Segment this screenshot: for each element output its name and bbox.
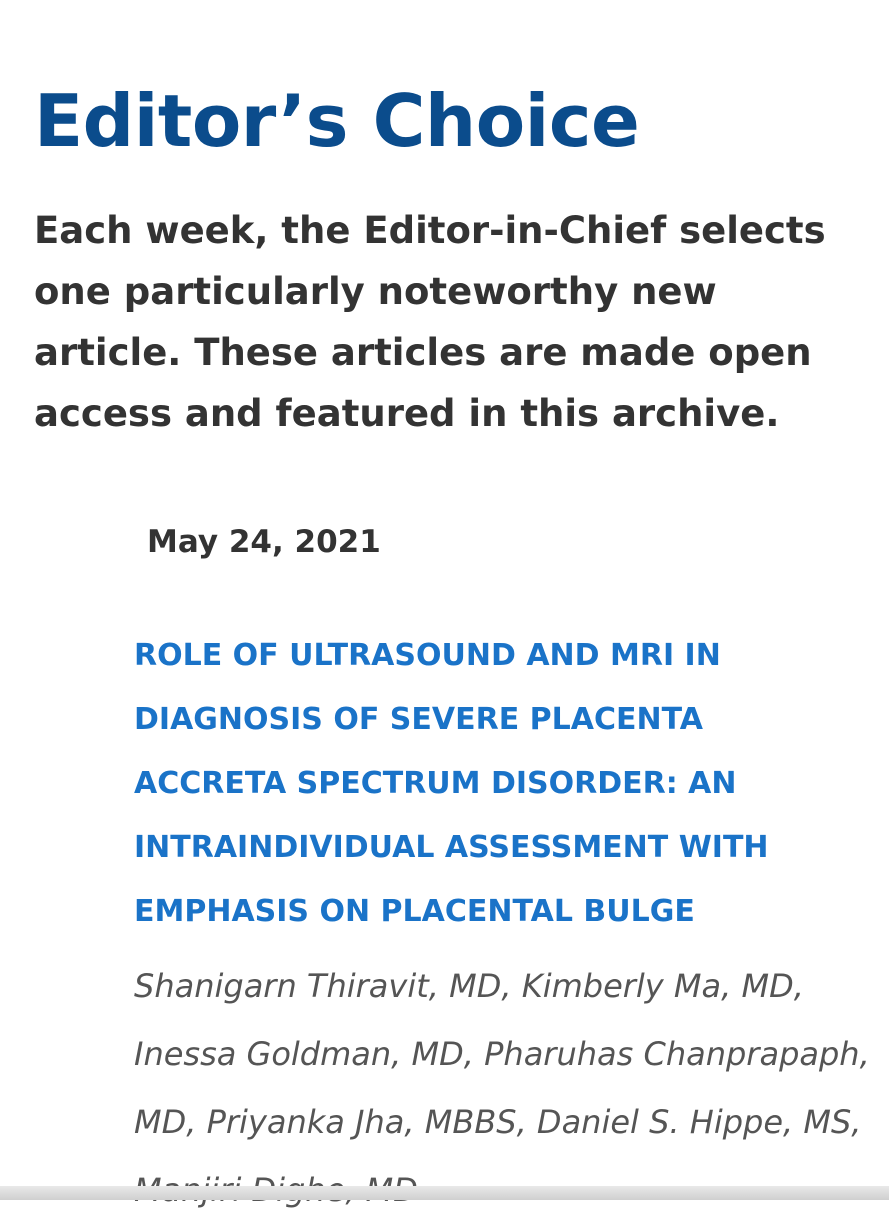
- article-authors: Shanigarn Thiravit, MD, Kimberly Ma, MD, Inessa Goldman, MD, Pharuhas Chanprapaph, MD, Priyanka Jha, MBBS, Daniel S. Hippe, MS,: [134, 967, 870, 1141]
- article-date: May 24, 2021: [147, 524, 381, 560]
- page-title: Editor’s Choice: [34, 79, 640, 163]
- bottom-scroll-edge: [0, 1186, 889, 1200]
- intro-description: Each week, the Editor-in-Chief selects one particularly noteworthy new article. These articles are made open access and featured in this archive.: [34, 209, 826, 435]
- article-title-link[interactable]: ROLE OF ULTRASOUND AND MRI IN DIAGNOSIS OF SEVERE PLACENTA ACCRETA SPECTRUM DISORDER: AN INTRAINDIVIDUAL ASSESSMENT WITH EMPHASIS ON PLACENTAL BULGE: [134, 638, 769, 929]
